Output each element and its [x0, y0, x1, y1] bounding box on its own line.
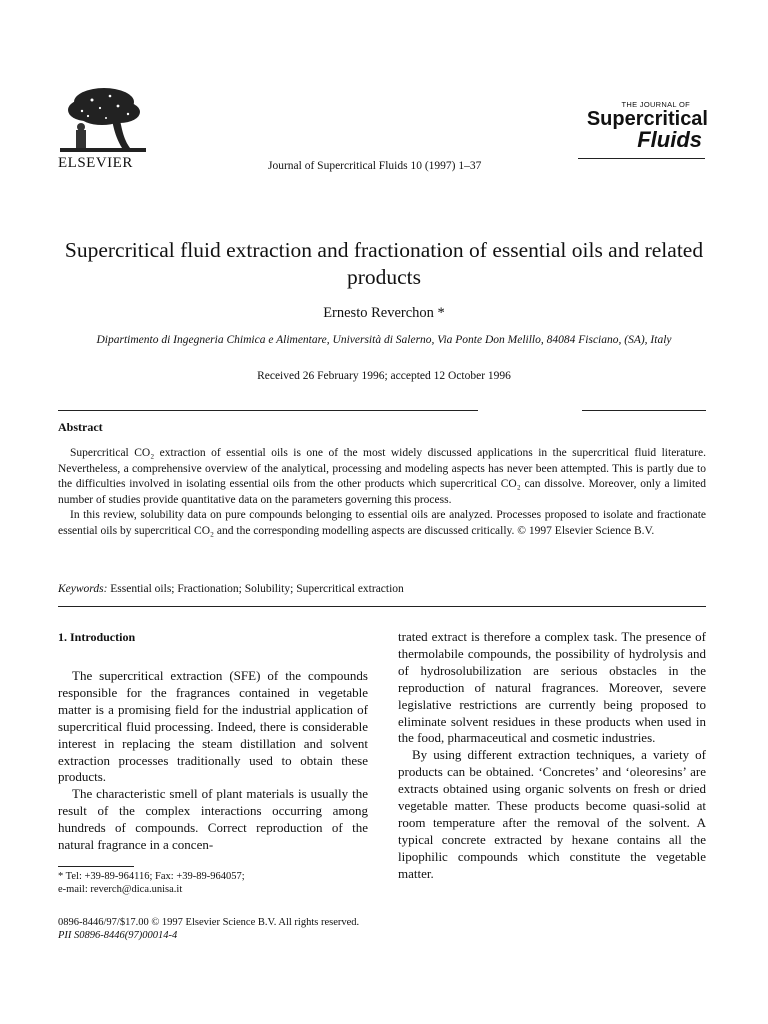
article-title: Supercritical fluid extraction and fractionation of essential oils and related products: [64, 238, 704, 289]
body-paragraph: The supercritical extraction (SFE) of the compounds responsible for the fragrances contained in vegetable matter is a promising field for the industrial application of supercritical fluid processing. Indeed, there is considerable interest in replacing the steam distillation and solvent extraction processes traditionally used to obtain these products.: [58, 668, 368, 785]
body-column-left: [58, 630, 368, 854]
pii-line: PII S0896-8446(97)00014-4: [58, 930, 178, 941]
journal-logo: [578, 100, 708, 151]
keywords: [58, 583, 404, 595]
divider-rule: [582, 410, 706, 411]
footnote-rule: [58, 866, 134, 867]
body-paragraph: The characteristic smell of plant materials is usually the result of the complex interactions occurring among hundreds of compounds. Correct reproduction of the natural fragrance in a concen-: [58, 786, 368, 853]
publisher-name: ELSEVIER: [58, 155, 133, 171]
divider-rule: [58, 606, 706, 607]
journal-reference: Journal of Supercritical Fluids 10 (1997) 1–37: [268, 160, 482, 172]
footnote: [58, 870, 245, 896]
copyright-line: 0896-8446/97/$17.00 © 1997 Elsevier Science B.V. All rights reserved.: [58, 917, 360, 928]
divider-rule: [58, 410, 478, 411]
copyright-block: [58, 916, 359, 942]
body-column-right: [398, 629, 706, 883]
abstract-body: [58, 446, 706, 540]
journal-logo-line1: Supercritical: [586, 108, 708, 130]
journal-logo-rule: [578, 158, 705, 159]
keywords-text: Essential oils; Fractionation; Solubility; Supercritical extraction: [110, 583, 404, 595]
footnote-email: e-mail: reverch@dica.unisa.it: [58, 884, 183, 895]
abstract-paragraph: In this review, solubility data on pure compounds belonging to essential oils are analyzed. Processes proposed to isolate and fractionate essential oils by supercritical CO₂ and the corresponding modelling aspects are discussed critically. © 1997 Elsevier Science B.V.: [58, 509, 706, 537]
abstract-heading: Abstract: [58, 420, 103, 434]
footnote-contact: * Tel: +39-89-964116; Fax: +39-89-964057;: [58, 871, 245, 882]
received-dates: Received 26 February 1996; accepted 12 October 1996: [257, 370, 511, 382]
body-paragraph: trated extract is therefore a complex task. The presence of thermolabile compounds, the possibility of hydrolysis and of hydrosolubilization are serious obstacles in the reproduction of natural fragrances. Moreover, severe legislative restrictions are currently being proposed to eliminate solvent residues in these products when used in the food, pharmaceutical and cosmetic industries.: [398, 629, 706, 746]
section-heading: 1. Introduction: [58, 630, 136, 644]
affiliation: Dipartimento di Ingegneria Chimica e Alimentare, Università di Salerno, Via Ponte Don Melillo, 84084 Fisciano, (SA), Italy: [96, 334, 672, 346]
abstract-paragraph: Supercritical CO₂ extraction of essential oils is one of the most widely discussed applications in the supercritical fluid literature. Nevertheless, a comprehensive overview of the analytical, processing and modeling aspects has never been attempted. This is partly due to the difficulties involved in isolating essential oils from the other products which supercritical CO₂ can dissolve. Moreover, only a limited number of studies provide quantitative data on the parameters governing this process.: [58, 447, 706, 506]
journal-logo-small: THE JOURNAL OF: [621, 100, 690, 109]
journal-logo-line2: Fluids: [637, 127, 702, 152]
author: Ernesto Reverchon *: [323, 305, 445, 321]
keywords-label: Keywords:: [58, 583, 108, 595]
body-paragraph: By using different extraction techniques, a variety of products can be obtained. ‘Concretes’ and ‘oleoresins’ are extracts obtained using organic solvents on fresh or dried vegetable matter. These products become quasi-solid at room temperature after the removal of the solvent. A typical concrete extracted by hexane contains all the lipophilic compounds which constitute the vegetable matter.: [398, 747, 706, 881]
